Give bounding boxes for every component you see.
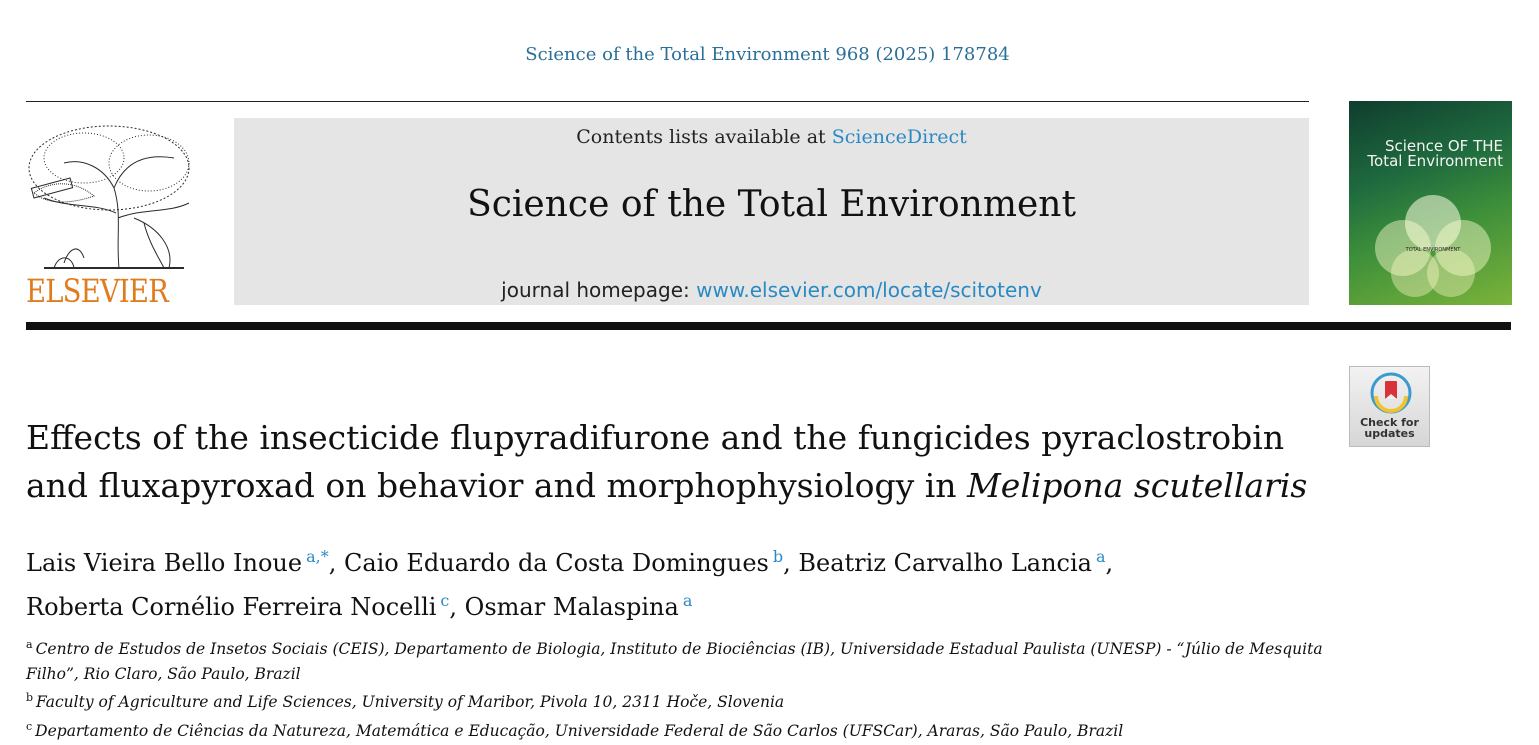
sciencedirect-link[interactable]: ScienceDirect bbox=[831, 126, 967, 148]
author-affiliation-mark[interactable]: c bbox=[440, 591, 450, 610]
journal-banner bbox=[234, 118, 1309, 305]
affiliation-text: Centro de Estudos de Insetos Sociais (CEIS), Departamento de Biologia, Instituto de Biociências (IB), Universidade Estadual Paulista (UNESP) - “Júlio de Mesquita Filho”, Rio Claro, São Paulo, Brazil bbox=[26, 640, 1323, 683]
journal-citation[interactable]: Science of the Total Environment 968 (2025) 178784 bbox=[525, 44, 1010, 65]
author-list bbox=[26, 538, 1326, 626]
contents-prefix: Contents lists available at bbox=[576, 126, 826, 148]
author-name[interactable]: Caio Eduardo da Costa Domingues bbox=[343, 549, 769, 577]
cover-venn-graphic bbox=[1363, 193, 1503, 297]
header-bottom-rule bbox=[26, 322, 1511, 330]
elsevier-wordmark[interactable]: ELSEVIER bbox=[26, 272, 168, 310]
article-title-species: Melipona scutellaris bbox=[967, 466, 1308, 505]
check-updates-icon bbox=[1370, 372, 1412, 414]
cover-title: Science OF THE Total Environment bbox=[1367, 137, 1503, 170]
homepage-line bbox=[234, 278, 1309, 302]
check-for-updates-button[interactable] bbox=[1349, 366, 1430, 447]
check-updates-label bbox=[1350, 417, 1429, 439]
cover-center-label: TOTAL ENVIRONMENT bbox=[1405, 247, 1461, 253]
author-name[interactable]: Roberta Cornélio Ferreira Nocelli bbox=[26, 593, 437, 621]
article-title-main: Effects of the insecticide flupyradifurone and the fungicides pyraclostrobin and fluxapyroxad on behavior and morphophysiology in bbox=[26, 418, 1285, 505]
header-top-rule bbox=[26, 101, 1309, 102]
affiliation-key: a bbox=[26, 638, 33, 651]
author-separator: , bbox=[783, 549, 799, 577]
contents-line bbox=[234, 126, 1309, 148]
affiliation-item bbox=[26, 633, 1326, 686]
affiliation-text: Departamento de Ciências da Natureza, Matemática e Educação, Universidade Federal de São Carlos (UFSCar), Araras, São Paulo, Brazil bbox=[35, 721, 1124, 740]
author-name[interactable]: Beatriz Carvalho Lancia bbox=[798, 549, 1092, 577]
author-separator: , bbox=[1105, 549, 1114, 577]
article-title bbox=[26, 414, 1326, 510]
affiliation-list bbox=[26, 633, 1326, 743]
author-separator: , bbox=[328, 549, 344, 577]
author-affiliation-mark[interactable]: b bbox=[772, 547, 784, 566]
journal-cover-thumbnail[interactable] bbox=[1349, 101, 1512, 305]
author-name[interactable]: Lais Vieira Bello Inoue bbox=[26, 549, 303, 577]
affiliation-text: Faculty of Agriculture and Life Sciences, University of Maribor, Pivola 10, 2311 Hoče, Slovenia bbox=[36, 693, 785, 711]
affiliation-item bbox=[26, 715, 1326, 744]
check-updates-line2: updates bbox=[1364, 427, 1415, 440]
affiliation-key: c bbox=[26, 719, 33, 733]
homepage-prefix: journal homepage: bbox=[501, 278, 690, 302]
author-affiliation-mark[interactable]: a bbox=[1095, 547, 1106, 566]
homepage-link[interactable]: www.elsevier.com/locate/scitotenv bbox=[696, 278, 1042, 302]
author-separator: , bbox=[449, 593, 465, 621]
affiliation-key: b bbox=[26, 691, 34, 704]
author-affiliation-mark[interactable]: a bbox=[682, 591, 693, 610]
journal-name: Science of the Total Environment bbox=[467, 184, 1076, 225]
affiliation-item bbox=[26, 686, 1326, 715]
author-affiliation-mark[interactable]: a,* bbox=[306, 547, 329, 566]
author-name[interactable]: Osmar Malaspina bbox=[464, 593, 679, 621]
check-updates-line1: Check for bbox=[1360, 416, 1419, 429]
